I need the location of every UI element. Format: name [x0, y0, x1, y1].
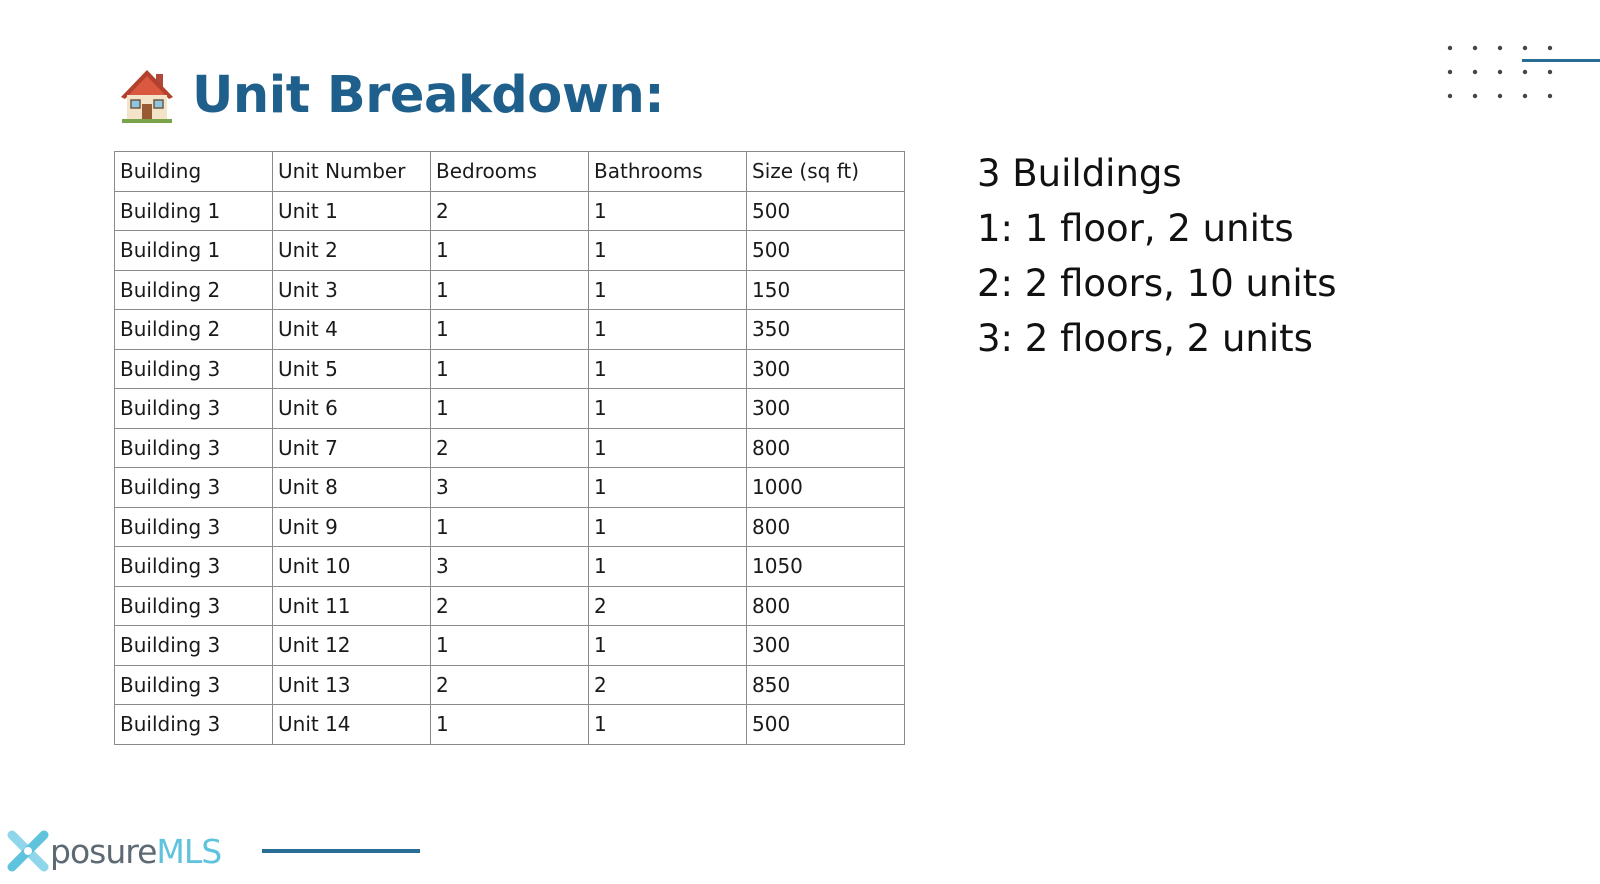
- cell-bathrooms: 1: [589, 468, 747, 508]
- cell-building: Building 3: [115, 586, 273, 626]
- cell-bathrooms: 2: [589, 665, 747, 705]
- cell-size: 300: [747, 626, 905, 666]
- cell-unit-number: Unit 3: [273, 270, 431, 310]
- cell-bathrooms: 1: [589, 547, 747, 587]
- cell-unit-number: Unit 14: [273, 705, 431, 745]
- cell-building: Building 3: [115, 468, 273, 508]
- cell-size: 350: [747, 310, 905, 350]
- cell-size: 800: [747, 507, 905, 547]
- header-unit-number: Unit Number: [273, 152, 431, 192]
- brand-name-mls: MLS: [156, 831, 222, 871]
- cell-bathrooms: 1: [589, 389, 747, 429]
- cell-bedrooms: 1: [431, 507, 589, 547]
- cell-bathrooms: 1: [589, 507, 747, 547]
- cell-bathrooms: 1: [589, 231, 747, 271]
- cell-unit-number: Unit 9: [273, 507, 431, 547]
- summary-line: 3 Buildings: [977, 152, 1182, 195]
- cell-bathrooms: 1: [589, 310, 747, 350]
- cell-unit-number: Unit 6: [273, 389, 431, 429]
- cell-unit-number: Unit 4: [273, 310, 431, 350]
- cell-bathrooms: 1: [589, 270, 747, 310]
- cell-building: Building 2: [115, 310, 273, 350]
- table-row: [115, 191, 905, 231]
- cell-bedrooms: 1: [431, 270, 589, 310]
- cell-building: Building 2: [115, 270, 273, 310]
- decorative-dot-grid: [1442, 42, 1562, 104]
- table-row: [115, 428, 905, 468]
- table-row: [115, 389, 905, 429]
- cell-bedrooms: 1: [431, 705, 589, 745]
- cell-size: 300: [747, 349, 905, 389]
- cell-size: 800: [747, 586, 905, 626]
- summary-line: 2: 2 floors, 10 units: [977, 262, 1337, 305]
- decorative-accent-line: [1522, 59, 1600, 62]
- cell-size: 1000: [747, 468, 905, 508]
- cell-building: Building 1: [115, 191, 273, 231]
- cell-building: Building 3: [115, 389, 273, 429]
- cell-building: Building 3: [115, 547, 273, 587]
- cell-size: 1050: [747, 547, 905, 587]
- cell-unit-number: Unit 5: [273, 349, 431, 389]
- xposure-x-icon: [6, 829, 50, 873]
- cell-bathrooms: 1: [589, 626, 747, 666]
- cell-building: Building 1: [115, 231, 273, 271]
- cell-bathrooms: 1: [589, 191, 747, 231]
- cell-bathrooms: 1: [589, 349, 747, 389]
- cell-building: Building 3: [115, 626, 273, 666]
- cell-bedrooms: 3: [431, 547, 589, 587]
- header-building: Building: [115, 152, 273, 192]
- table-row: [115, 586, 905, 626]
- cell-size: 500: [747, 231, 905, 271]
- table-row: [115, 349, 905, 389]
- cell-bathrooms: 1: [589, 705, 747, 745]
- cell-bedrooms: 2: [431, 428, 589, 468]
- cell-building: Building 3: [115, 507, 273, 547]
- cell-bathrooms: 1: [589, 428, 747, 468]
- table-row: [115, 665, 905, 705]
- table-row: [115, 705, 905, 745]
- cell-bathrooms: 2: [589, 586, 747, 626]
- cell-bedrooms: 2: [431, 665, 589, 705]
- cell-unit-number: Unit 12: [273, 626, 431, 666]
- cell-bedrooms: 1: [431, 389, 589, 429]
- cell-building: Building 3: [115, 349, 273, 389]
- header-bedrooms: Bedrooms: [431, 152, 589, 192]
- cell-bedrooms: 1: [431, 310, 589, 350]
- table-row: [115, 507, 905, 547]
- table-row: [115, 626, 905, 666]
- cell-unit-number: Unit 11: [273, 586, 431, 626]
- unit-table: [114, 151, 905, 745]
- table-row: [115, 270, 905, 310]
- table-row: [115, 231, 905, 271]
- cell-building: Building 3: [115, 428, 273, 468]
- header-size: Size (sq ft): [747, 152, 905, 192]
- cell-bedrooms: 2: [431, 586, 589, 626]
- cell-bedrooms: 1: [431, 349, 589, 389]
- decorative-accent-line: [262, 849, 420, 853]
- brand-logo: [6, 827, 221, 875]
- cell-building: Building 3: [115, 665, 273, 705]
- cell-unit-number: Unit 1: [273, 191, 431, 231]
- cell-bedrooms: 2: [431, 191, 589, 231]
- cell-size: 150: [747, 270, 905, 310]
- house-icon: [116, 64, 178, 126]
- cell-bedrooms: 1: [431, 231, 589, 271]
- cell-size: 500: [747, 705, 905, 745]
- cell-bedrooms: 3: [431, 468, 589, 508]
- table-row: [115, 547, 905, 587]
- table-row: [115, 310, 905, 350]
- table-row: [115, 468, 905, 508]
- cell-unit-number: Unit 13: [273, 665, 431, 705]
- summary-line: 3: 2 floors, 2 units: [977, 317, 1313, 360]
- cell-size: 850: [747, 665, 905, 705]
- cell-unit-number: Unit 10: [273, 547, 431, 587]
- summary-line: 1: 1 floor, 2 units: [977, 207, 1294, 250]
- cell-size: 300: [747, 389, 905, 429]
- cell-unit-number: Unit 7: [273, 428, 431, 468]
- header-bathrooms: Bathrooms: [589, 152, 747, 192]
- cell-size: 500: [747, 191, 905, 231]
- cell-size: 800: [747, 428, 905, 468]
- cell-building: Building 3: [115, 705, 273, 745]
- page-title: Unit Breakdown:: [192, 65, 665, 125]
- building-summary: [977, 146, 1336, 366]
- cell-bedrooms: 1: [431, 626, 589, 666]
- cell-unit-number: Unit 2: [273, 231, 431, 271]
- slide-title-row: [116, 62, 664, 128]
- brand-name-part: posure: [50, 831, 157, 871]
- cell-unit-number: Unit 8: [273, 468, 431, 508]
- table-header-row: [115, 152, 905, 192]
